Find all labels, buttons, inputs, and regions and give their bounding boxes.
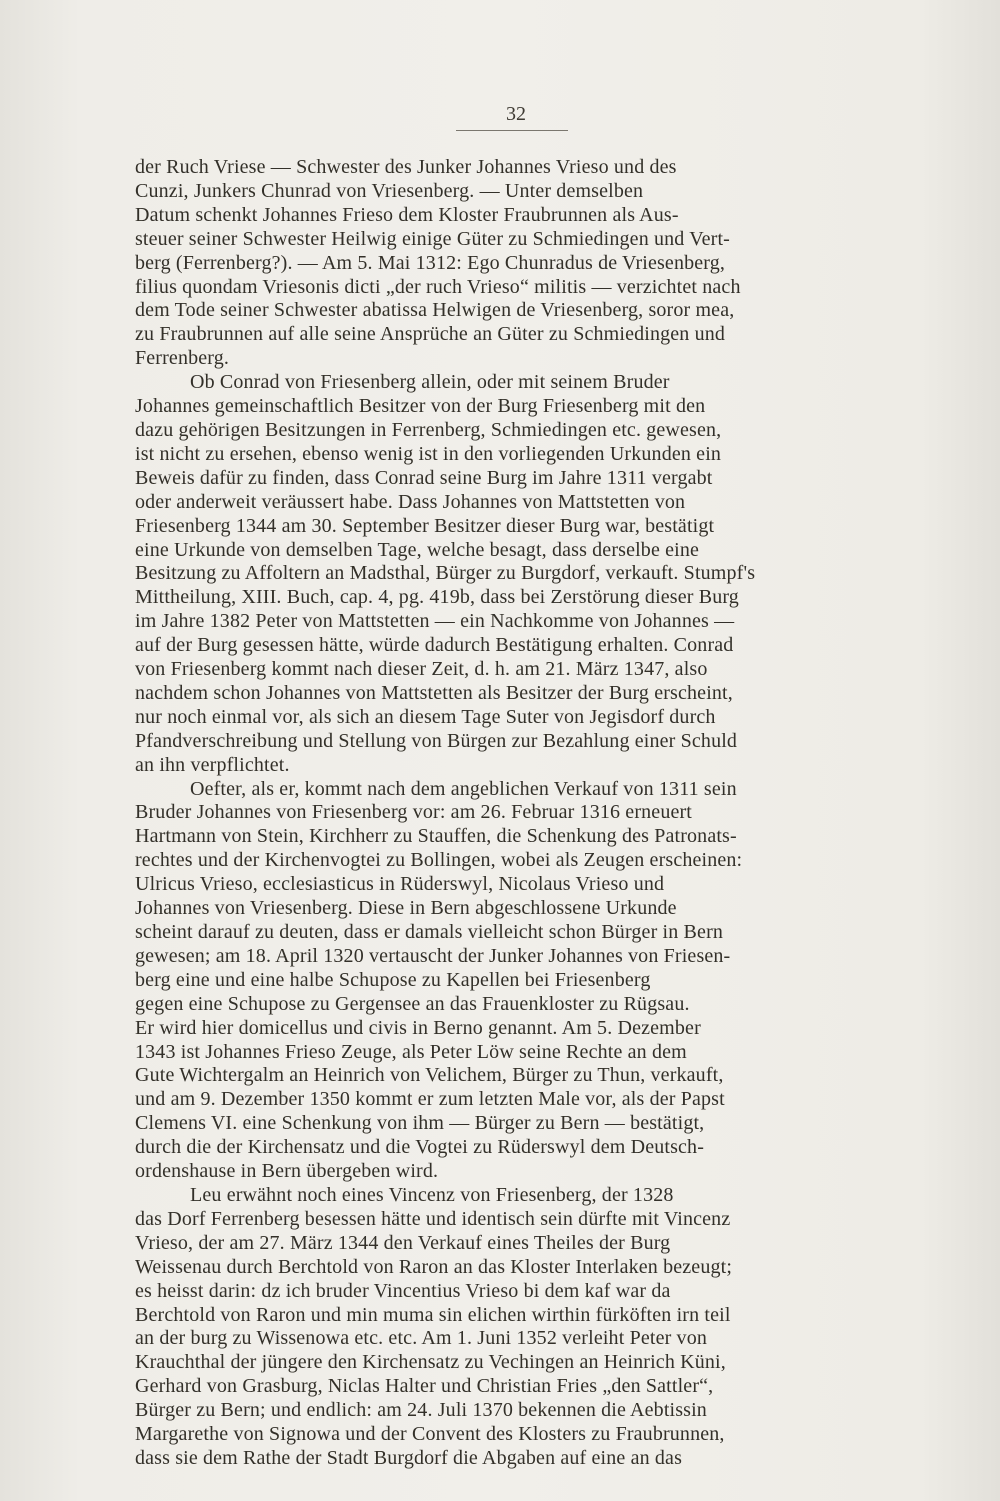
page-number-rule <box>456 130 568 131</box>
paragraph-1: der Ruch Vriese — Schwester des Junker Johannes Vrieso und des Cunzi, Junkers Chunrad von Vriesenberg. — Unter demselben Datum schenkt Johannes Frieso dem Kloster Fraubrunnen als Aus- steuer seiner Schwester Heilwig einige Güter zu Schmiedingen und Vert- berg (Ferrenberg?). — Am 5. Mai 1312: Ego Chunradus de Vriesenberg, filius quondam Vriesonis dicti „der ruch Vrieso“ militis — verzichtet nach dem Tode seiner Schwester abatissa Helwigen de Vriesenberg, soror mea, zu Fraubrunnen auf alle seine Ansprüche an Güter zu Schmiedingen und Ferrenberg. <box>135 156 741 370</box>
paragraph-3: Oefter, als er, kommt nach dem angeblichen Verkauf von 1311 sein Bruder Johannes von Friesenberg vor: am 26. Februar 1316 erneuert Hartmann von Stein, Kirchherr zu Stauffen, die Schenkung des Patronats- rechtes und der Kirchenvogtei zu Bollingen, wobei als Zeugen erscheinen: Ulricus Vrieso, ecclesiasticus in Rüderswyl, Nicolaus Vrieso und Johannes von Vriesenberg. Diese in Bern abgeschlossene Urkunde scheint darauf zu deuten, dass er damals vielleicht schon Bürger in Bern gewesen; am 18. April 1320 vertauscht der Junker Johannes von Friesen- berg eine und eine halbe Schupose zu Kapellen bei Friesenberg gegen eine Schupose zu Gergensee an das Frauenkloster zu Rügsau. Er wird hier domicellus und civis in Berno genannt. Am 5. Dezember 1343 ist Johannes Frieso Zeuge, als Peter Löw seine Rechte an dem Gute Wichtergalm an Heinrich von Velichem, Bürger zu Thun, verkauft, und am 9. Dezember 1350 kommt er zum letzten Male vor, als der Papst Clemens VI. eine Schenkung von ihm — Bürger zu Bern — bestätigt, durch die der Kirchensatz und die Vogtei zu Rüderswyl dem Deutsch- ordenshause in Bern übergeben wird. <box>135 777 743 1183</box>
page-number: 32 <box>506 103 526 125</box>
body-text <box>135 156 890 1471</box>
paragraph-2: Ob Conrad von Friesenberg allein, oder mit seinem Bruder Johannes gemeinschaftlich Besitzer von der Burg Friesenberg mit den dazu gehörigen Besitzungen in Ferrenberg, Schmiedingen etc. gewesen, ist nicht zu ersehen, ebenso wenig ist in den vorliegenden Urkunden ein Beweis dafür zu finden, dass Conrad seine Burg im Jahre 1311 vergabt oder anderweit veräussert habe. Dass Johannes von Mattstetten von Friesenberg 1344 am 30. September Besitzer dieser Burg war, bestätigt eine Urkunde von demselben Tage, welche besagt, dass derselbe eine Besitzung zu Affoltern an Madsthal, Bürger zu Burgdorf, verkauft. Stumpf's Mittheilung, XIII. Buch, cap. 4, pg. 419b, dass bei Zerstörung dieser Burg im Jahre 1382 Peter von Mattstetten — ein Nachkomme von Johannes — auf der Burg gesessen hätte, würde dadurch Bestätigung erhalten. Conrad von Friesenberg kommt nach dieser Zeit, d. h. am 21. März 1347, also nachdem schon Johannes von Mattstetten als Besitzer der Burg erscheint, nur noch einmal vor, als sich an diesem Tage Suter von Jegisdorf durch Pfandverschreibung und Stellung von Bürgen zur Bezahlung einer Schuld an ihn verpflichtet. <box>135 371 756 776</box>
paragraph-4: Leu erwähnt noch eines Vincenz von Friesenberg, der 1328 das Dorf Ferrenberg besessen hätte und identisch sein dürfte mit Vincenz Vrieso, der am 27. März 1344 den Verkauf eines Theiles der Burg Weissenau durch Berchtold von Raron an das Kloster Interlaken bezeugt; es heisst darin: dz ich bruder Vincentius Vrieso bi dem kaf war da Berchtold von Raron und min muma sin elichen wirthin fürköften irn teil an der burg zu Wissenowa etc. etc. Am 1. Juni 1352 verleiht Peter von Krauchthal der jüngere den Kirchensatz zu Vechingen an Heinrich Küni, Gerhard von Grasburg, Niclas Halter und Christian Fries „den Sattler“, Bürger zu Bern; und endlich: am 24. Juli 1370 bekennen die Aebtissin Margarethe von Signowa und der Convent des Klosters zu Fraubrunnen, dass sie dem Rathe der Stadt Burgdorf die Abgaben auf eine an das <box>135 1183 733 1469</box>
